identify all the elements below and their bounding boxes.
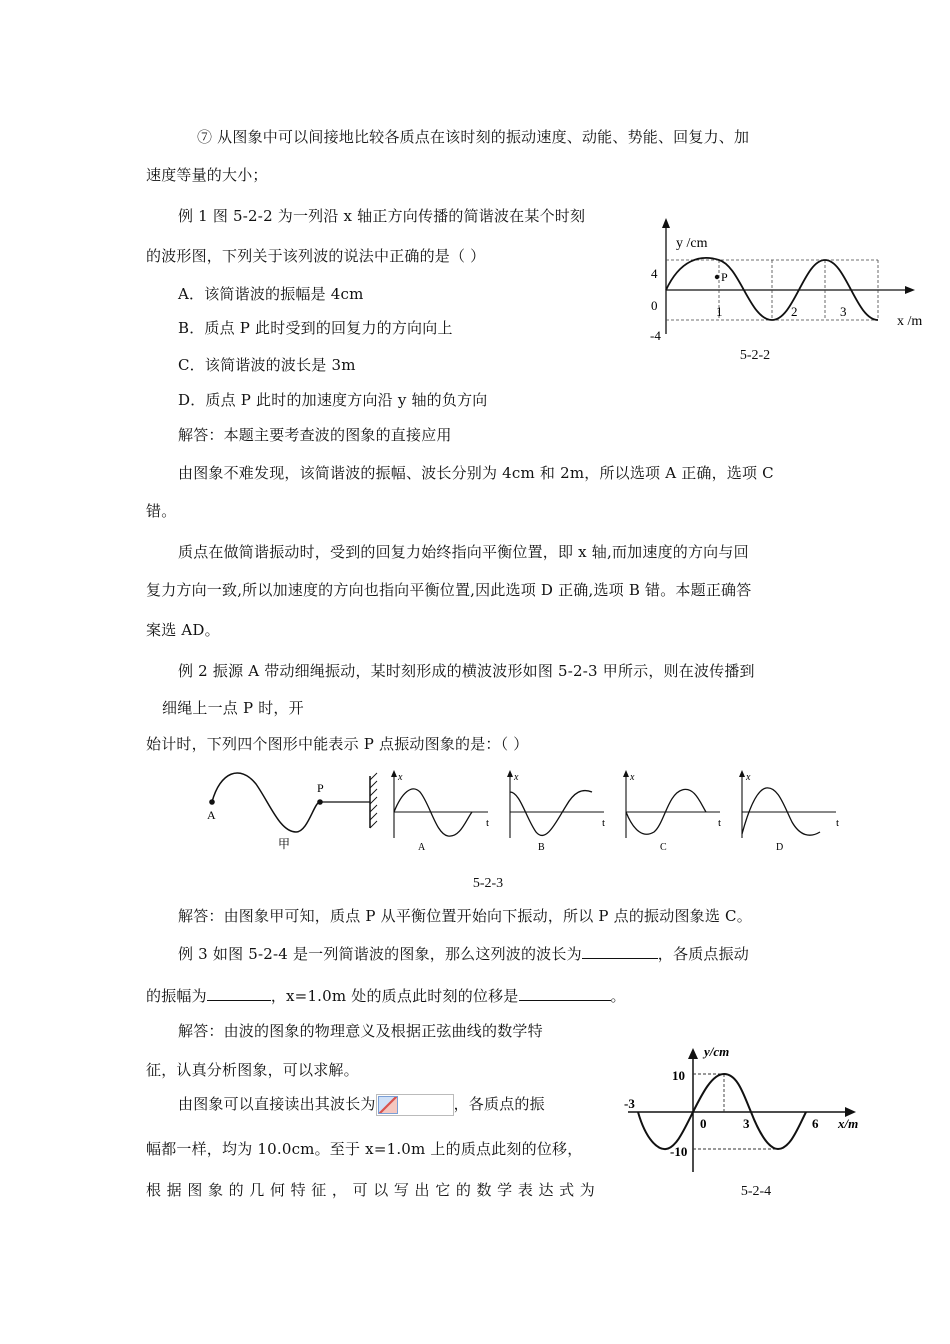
answer-1-detail: 错。	[146, 502, 177, 520]
answer-1-detail: 复力方向一致,所以加速度的方向也指向平衡位置,因此选项 D 正确,选项 B 错。本题正确答	[146, 581, 752, 599]
svg-text:-4: -4	[650, 328, 661, 343]
svg-text:4: 4	[651, 266, 658, 281]
answer-3	[178, 1094, 545, 1116]
text-span: ，各质点振动	[657, 945, 749, 963]
text-span: 。	[610, 987, 626, 1005]
answer-1-detail: 由图象不难发现，该简谐波的振幅、波长分别为 4cm 和 2m，所以选项 A 正确，选项 C	[178, 464, 774, 482]
svg-text:A: A	[207, 808, 216, 822]
example-3-question	[178, 943, 749, 964]
svg-text:D: D	[776, 842, 784, 853]
option-d-graph	[739, 770, 839, 853]
svg-text:0: 0	[651, 298, 658, 313]
broken-image-icon	[376, 1094, 454, 1116]
text-span: ，x=1.0m 处的质点此时刻的位移是	[270, 987, 519, 1005]
example-3-question	[146, 985, 626, 1006]
figure-caption: 5-2-3	[472, 876, 504, 891]
svg-text:x: x	[398, 772, 403, 783]
svg-text:-10: -10	[670, 1144, 688, 1159]
svg-text:3: 3	[743, 1116, 750, 1131]
svg-text:t: t	[836, 817, 840, 829]
paragraph-line: 速度等量的大小；	[146, 166, 268, 184]
option-a: A．该简谐波的振幅是 4cm	[178, 285, 364, 303]
option-c-graph	[623, 770, 721, 853]
svg-text:C: C	[660, 842, 667, 853]
option-c: C．该简谐波的波长是 3m	[178, 356, 356, 374]
answer-3: 幅都一样，均为 10.0cm。至于 x=1.0m 上的质点此刻的位移，	[146, 1140, 583, 1158]
image-placeholder-icon	[378, 1096, 398, 1114]
text-span: 的振幅为	[146, 987, 207, 1005]
svg-text:t: t	[718, 817, 722, 829]
svg-text:3: 3	[840, 304, 847, 319]
svg-text:1: 1	[716, 304, 723, 319]
svg-text:y /cm: y /cm	[676, 236, 708, 251]
example-1-question: 的波形图，下列关于该列波的说法中正确的是（ ）	[146, 247, 486, 265]
svg-text:P: P	[317, 781, 324, 795]
svg-text:x: x	[630, 772, 635, 783]
svg-text:x /m: x /m	[897, 314, 923, 329]
text-span: 由图象可以直接读出其波长为	[178, 1095, 376, 1113]
svg-text:t: t	[602, 817, 606, 829]
figure-caption: 5-2-2	[739, 348, 771, 363]
answer-2: 解答：由图象甲可知，质点 P 从平衡位置开始向下振动，所以 P 点的振动图象选 C。	[178, 907, 752, 925]
text-span: 例 3 如图 5-2-4 是一列简谐波的图象，那么这列波的波长为	[178, 945, 582, 963]
figure-5-2-4	[620, 1044, 870, 1184]
example-1-question: 例 1 图 5-2-2 为一列沿 x 轴正方向传播的简谐波在某个时刻	[178, 207, 586, 225]
answer-1-detail: 案选 AD。	[146, 621, 220, 639]
answer-blank[interactable]	[519, 985, 611, 1001]
svg-text:A: A	[418, 842, 426, 853]
answer-1-detail: 质点在做简谐振动时，受到的回复力始终指向平衡位置，即 x 轴,而加速度的方向与回	[178, 543, 749, 561]
svg-text:y/cm: y/cm	[704, 1044, 730, 1059]
svg-text:6: 6	[812, 1116, 819, 1131]
example-2-question: 始计时，下列四个图形中能表示 P 点振动图象的是：（ ）	[146, 735, 529, 753]
svg-text:2: 2	[791, 304, 798, 319]
svg-text:0: 0	[700, 1116, 707, 1131]
option-a-graph	[391, 770, 489, 853]
answer-3: 根据图象的几何特征，可以写出它的数学表达式为	[146, 1181, 595, 1199]
text-span: ，各质点的振	[453, 1095, 545, 1113]
answer-1: 解答：本题主要考查波的图象的直接应用	[178, 426, 452, 444]
option-b-graph	[507, 770, 605, 853]
svg-text:-3: -3	[624, 1096, 635, 1111]
example-2-question: 细绳上一点 P 时，开	[162, 699, 304, 717]
answer-3: 解答：由波的图象的物理意义及根据正弦曲线的数学特	[178, 1022, 543, 1040]
paragraph-line: ⑦ 从图象中可以间接地比较各质点在该时刻的振动速度、动能、势能、回复力、加	[197, 128, 750, 146]
figure-5-2-3	[200, 762, 860, 862]
answer-blank[interactable]	[207, 985, 271, 1001]
answer-blank[interactable]	[582, 943, 658, 959]
svg-text:P: P	[721, 270, 728, 284]
svg-text:x: x	[514, 772, 519, 783]
svg-text:x: x	[746, 772, 751, 783]
figure-caption: 5-2-4	[740, 1184, 772, 1199]
svg-text:x/m: x/m	[838, 1116, 859, 1131]
option-d: D．质点 P 此时的加速度方向沿 y 轴的负方向	[178, 391, 488, 409]
example-2-question: 例 2 振源 A 带动细绳振动，某时刻形成的横波波形如图 5-2-3 甲所示，则在波传播到	[178, 662, 755, 680]
option-b: B．质点 P 此时受到的回复力的方向向上	[178, 319, 453, 337]
svg-text:t: t	[486, 817, 490, 829]
answer-3: 征，认真分析图象，可以求解。	[146, 1061, 359, 1079]
svg-text:10: 10	[672, 1068, 685, 1083]
point-p	[715, 275, 719, 279]
svg-text:B: B	[538, 842, 545, 853]
svg-text:甲: 甲	[278, 837, 291, 851]
